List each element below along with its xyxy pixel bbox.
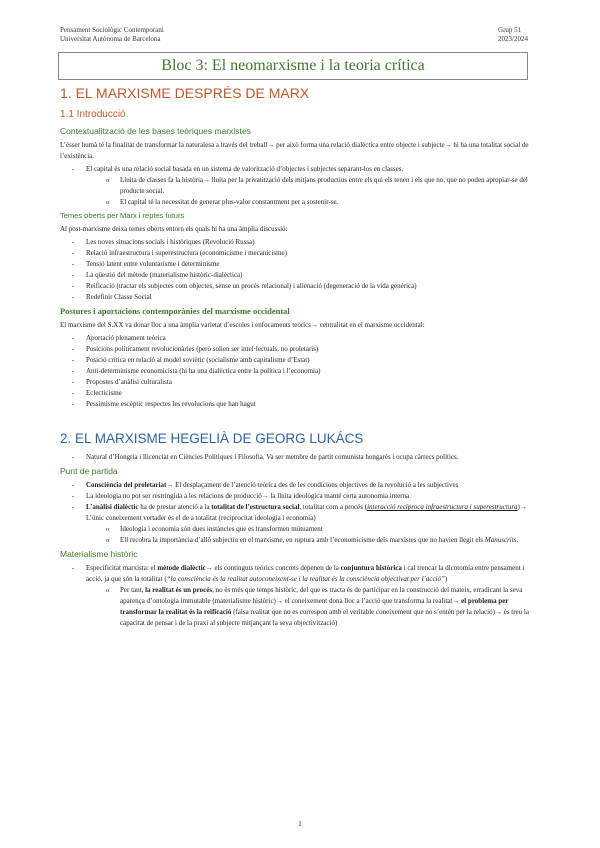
starting-point-list	[60, 480, 540, 546]
open-topics-heading: Temes oberts per Marx i reptes futurs	[60, 211, 185, 220]
document-title: Bloc 3: El neomarxisme i la teoria crítica	[58, 52, 528, 80]
historical-materialism-list	[60, 563, 540, 629]
list-item: - Especificitat marxista: el mètode dialèctic→ els continguts teòrics concrets depenen de la conjuntura històrica i cal trencar la dicotomia entre pensament i acció, ja que són la totalitat (“la consciència és la realitat autoconeixent-se i la realitat és la consciència objectivat per l’acció”) o Per tant, la realitat és un procés, no és més que temps històric, del que es tracta és de participar en la construcció del mateix, erradicant la seva aparença d’ontologia immutable (materialisme històric)→ el coneixement dona lloc a l’acció que transforma la realitat→ el problema per transformar la realitat és la reificació (falsa realitat que no es correspon amb el veritable coneixement que no s’entén per la relació)→ és treu la capacitat de pensar i de la praxi al subjecte mitjançant la seva objectivització)	[60, 563, 540, 629]
context-heading: Contextualització de les bases teòriques marxistes	[60, 126, 251, 136]
list-item: - Propostes d’anàlisi culturalista	[60, 377, 540, 388]
list-item: - Tensió latent entre voluntarisme i determinisme	[60, 259, 540, 270]
section-1-heading: 1. EL MARXISME DESPRÉS DE MARX	[60, 85, 310, 101]
course-name: Pensament Sociològic Contemporani	[60, 26, 164, 34]
historical-materialism-heading: Materialisme històric	[60, 549, 138, 559]
list-item: - Consciència del proletariat→ El desplaçament de l’atenció teòrica des de les condicions objectives de la revolució a les subjectives	[60, 480, 540, 491]
section-2-heading: 2. EL MARXISME HEGELIÀ DE GEORG LUKÁCS	[60, 431, 364, 446]
list-item: - L’anàlisi dialèctic ha de prestar atenció a la totalitat de l’estructura social, totalitat com a procés (interacció recíproca infraestructura i superestructura)→ L’únic coneixement vertader és el de a totalitat (reciprocitat ideologia i economia) o Ideologia i economia són dues instàncies que es transformen mútuament o Ell recobra la importància d’allò subjectiu en el marxisme, en ruptura amb l’economicisme dels marxistes que no havien llegit els Manuscrits.	[60, 502, 540, 546]
context-sublist	[60, 175, 540, 208]
subsection-1-1-heading: 1.1 Introducció	[60, 109, 126, 120]
list-item: o Ideologia i economia són dues instàncies que es transformen mútuament	[60, 524, 540, 535]
list-item: - Anti-determinisme economicista (hi ha una dialèctica entre la política i l’economia)	[60, 366, 540, 377]
list-item: o El capital té la necessitat de generar plus-valor constantment per a sostenir-se.	[60, 197, 540, 208]
list-item: - La qüestió del mètode (materialisme històric-dialèctica)	[60, 270, 540, 281]
list-item: - Pessimisme escèptic respectes les revolucions que han hagut	[60, 399, 540, 410]
header-left	[60, 26, 164, 44]
lukacs-intro-list	[60, 452, 540, 463]
list-item: o Ell recobra la importància d’allò subjectiu en el marxisme, en ruptura amb l’economicisme dels marxistes que no havien llegit els Manuscrits.	[60, 535, 540, 546]
postures-heading: Postures i aportacions contemporànies del marxisme occidental	[60, 306, 290, 316]
postures-paragraph: El marxisme del S.XX va donar lloc a una àmplia varietat d’escoles i enfocaments teòrics→ centralitat en el marxisme occidental:	[60, 321, 425, 329]
group-label: Grup 51	[498, 26, 522, 34]
page-number: 1	[298, 820, 302, 828]
university-name: Universitat Autònoma de Barcelona	[60, 35, 161, 43]
list-item: - Natural d’Hongria i llicenciat en Ciències Polítiques i Filosofia. Va ser membre de partit comunista hongarès i ocupa càrrecs polítics.	[60, 452, 540, 463]
list-item: o Lluita de classes fa la història→ lluita per la privatització dels mitjans productius entre els qui els tenen i els que no, que no poden apropiar-se del producte social.	[60, 175, 540, 197]
list-item: o Per tant, la realitat és un procés, no és més que temps històric, del que es tracta és de participar en la construcció del mateix, erradicant la seva aparença d’ontologia immutable (materialisme històric)→ el coneixement dona lloc a l’acció que transforma la realitat→ el problema per transformar la realitat és la reificació (falsa realitat que no es correspon amb el veritable coneixement que no s’entén per la relació)→ és treu la capacitat de pensar i de la praxi al subjecte mitjançant la seva objectivització)	[60, 585, 540, 629]
starting-point-heading: Punt de partida	[60, 466, 118, 476]
context-list	[60, 164, 540, 208]
list-item: - El capital és una relació social basada en un sistema de valorització d’objectes i subjectes separant-los en classes. o Lluita de classes fa la història→ lluita per la privatització dels mitjans productius entre els qui els tenen i els que no, que no poden apropiar-se del producte social. o El capital té la necessitat de generar plus-valor constantment per a sostenir-se.	[60, 164, 540, 208]
list-item: - Eclecticisme	[60, 388, 540, 399]
list-item: - Posició crítica en relació al model soviètic (socialisme amb capitalisme d’Estat)	[60, 355, 540, 366]
postures-list	[60, 333, 540, 410]
list-item: - Les noves situacions socials i històriques (Revolució Russa)	[60, 237, 540, 248]
list-item: - La ideologia no pot ser restringida a les relacions de producció→ la lluita ideològica manté certa autonomia interna	[60, 491, 540, 502]
document-body	[60, 84, 540, 631]
context-paragraph: L’ésser humà té la finalitat de transformar la naturalesa a través del treball→ per això forma una relació dialèctica entre objecte i subjecte→ hi ha una totalitat social de l’existència.	[60, 141, 529, 160]
header-right	[498, 26, 528, 44]
list-item: - Relació infraestructura i superestructura (economicisme i mecanicisme)	[60, 248, 540, 259]
reality-process-sublist	[60, 585, 540, 629]
list-item: - Reificació (tractar els subjectes com objectes, sense un procés relacional) i alienació (degeneració de la vida genèrica)	[60, 281, 540, 292]
totality-sublist	[60, 524, 540, 546]
list-item: - Redefinir Classe Social	[60, 292, 540, 303]
list-item: - Posicions políticament revolucionàries (però solien ser intel·lectuals, no proletaris)	[60, 344, 540, 355]
list-item: - Aportació plenament teòrica	[60, 333, 540, 344]
open-topics-paragraph: Al post-marxisme deixa temes oberts entorn els quals hi ha una àmplia discussió:	[60, 225, 288, 233]
open-topics-list	[60, 237, 540, 303]
academic-year: 2023/2024	[498, 35, 528, 43]
